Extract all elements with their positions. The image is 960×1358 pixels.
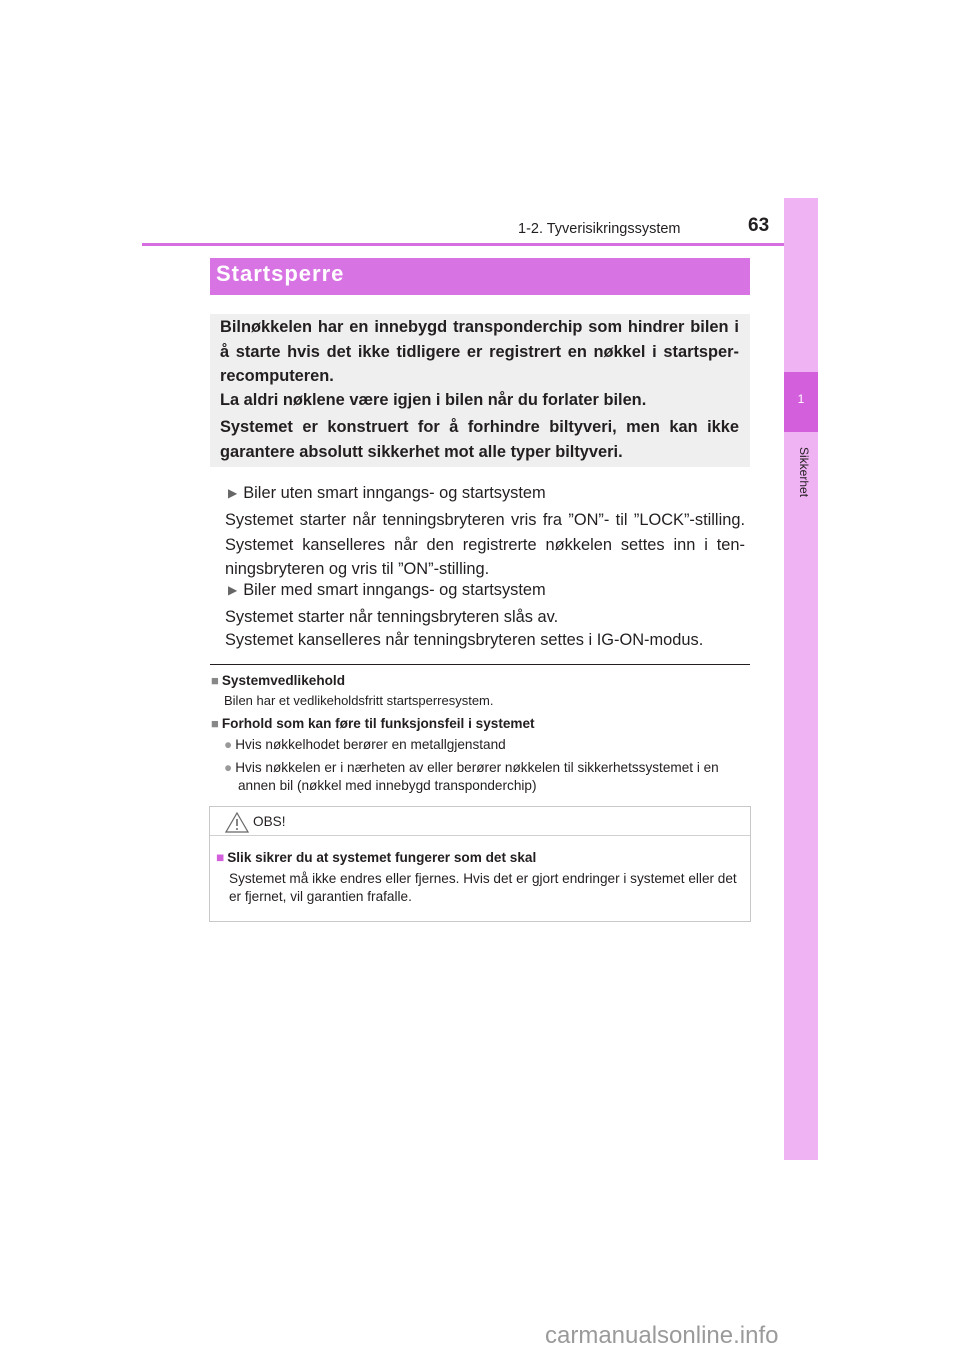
intro-paragraph-2: La aldri nøklene være igjen i bilen når du forlater bilen. — [220, 391, 647, 409]
square-bullet-icon: ■ — [211, 716, 219, 731]
subheading-without-smart-system: ▶ Biler uten smart inngangs- og startsystem — [228, 484, 546, 502]
intro-paragraph-3: Systemet er konstruert for å forhindre biltyveri, men kan ikke garantere absolutt sikkerhet mot alle typer biltyveri. — [220, 418, 739, 461]
chapter-label: Sikkerhet — [797, 447, 811, 498]
watermark: carmanualsonline.info — [545, 1322, 779, 1349]
note-heading-malfunction: ■ Forhold som kan føre til funksjonsfeil i systemet — [211, 716, 535, 731]
page-number: 63 — [748, 215, 770, 236]
caution-separator — [210, 835, 750, 836]
chapter-side-tab — [784, 198, 818, 1160]
list-item: ● Hvis nøkkelhodet berører en metallgjenstand — [224, 737, 506, 752]
circle-bullet-icon: ● — [224, 760, 233, 775]
subheading-with-smart-system: ▶ Biler med smart inngangs- og startsystem — [228, 581, 546, 599]
section-label: 1-2. Tyverisikringssystem — [518, 221, 681, 237]
warning-triangle-icon — [225, 812, 249, 833]
divider — [210, 664, 750, 665]
list-item: ● Hvis nøkkelen er i nærheten av eller berører nøkkelen til sikkerhetssystemet i en annen bil (nøkkel med innebygd transponderchip) — [224, 760, 719, 793]
page-title: Startsperre — [216, 261, 345, 286]
triangle-icon: ▶ — [228, 486, 238, 500]
section-2-text-1: Systemet starter når tenningsbryteren slås av. — [225, 608, 559, 626]
note-heading-maintenance: ■ Systemvedlikehold — [211, 673, 346, 688]
square-bullet-icon: ■ — [216, 850, 225, 865]
caution-heading: ■ Slik sikrer du at systemet fungerer som det skal — [216, 850, 537, 865]
section-1-text: Systemet starter når tenningsbryteren vris fra ”ON”- til ”LOCK”-stilling. Systemet kanselleres når den registrerte nøkkelen settes inn i ten-ningsbryteren og vris til ”ON”-stilling. — [225, 511, 745, 578]
intro-paragraph-1: Bilnøkkelen har en innebygd transponderchip som hindrer bilen i å starte hvis det ikke tidligere er registrert en nøkkel i startsper-recomputeren. — [220, 318, 739, 385]
square-bullet-icon: ■ — [211, 673, 219, 688]
section-2-text-2: Systemet kanselleres når tenningsbryteren settes i IG-ON-modus. — [225, 631, 704, 649]
note-text-maintenance: Bilen har et vedlikeholdsfritt startsperresystem. — [224, 693, 494, 708]
caution-label: OBS! — [253, 814, 286, 829]
header-rule — [142, 243, 818, 246]
circle-bullet-icon: ● — [224, 737, 233, 752]
triangle-icon: ▶ — [228, 583, 238, 597]
chapter-number: 1 — [797, 392, 805, 406]
caution-text: Systemet må ikke endres eller fjernes. Hvis det er gjort endringer i systemet eller det er fjernet, vil garantien frafalle. — [229, 871, 737, 904]
